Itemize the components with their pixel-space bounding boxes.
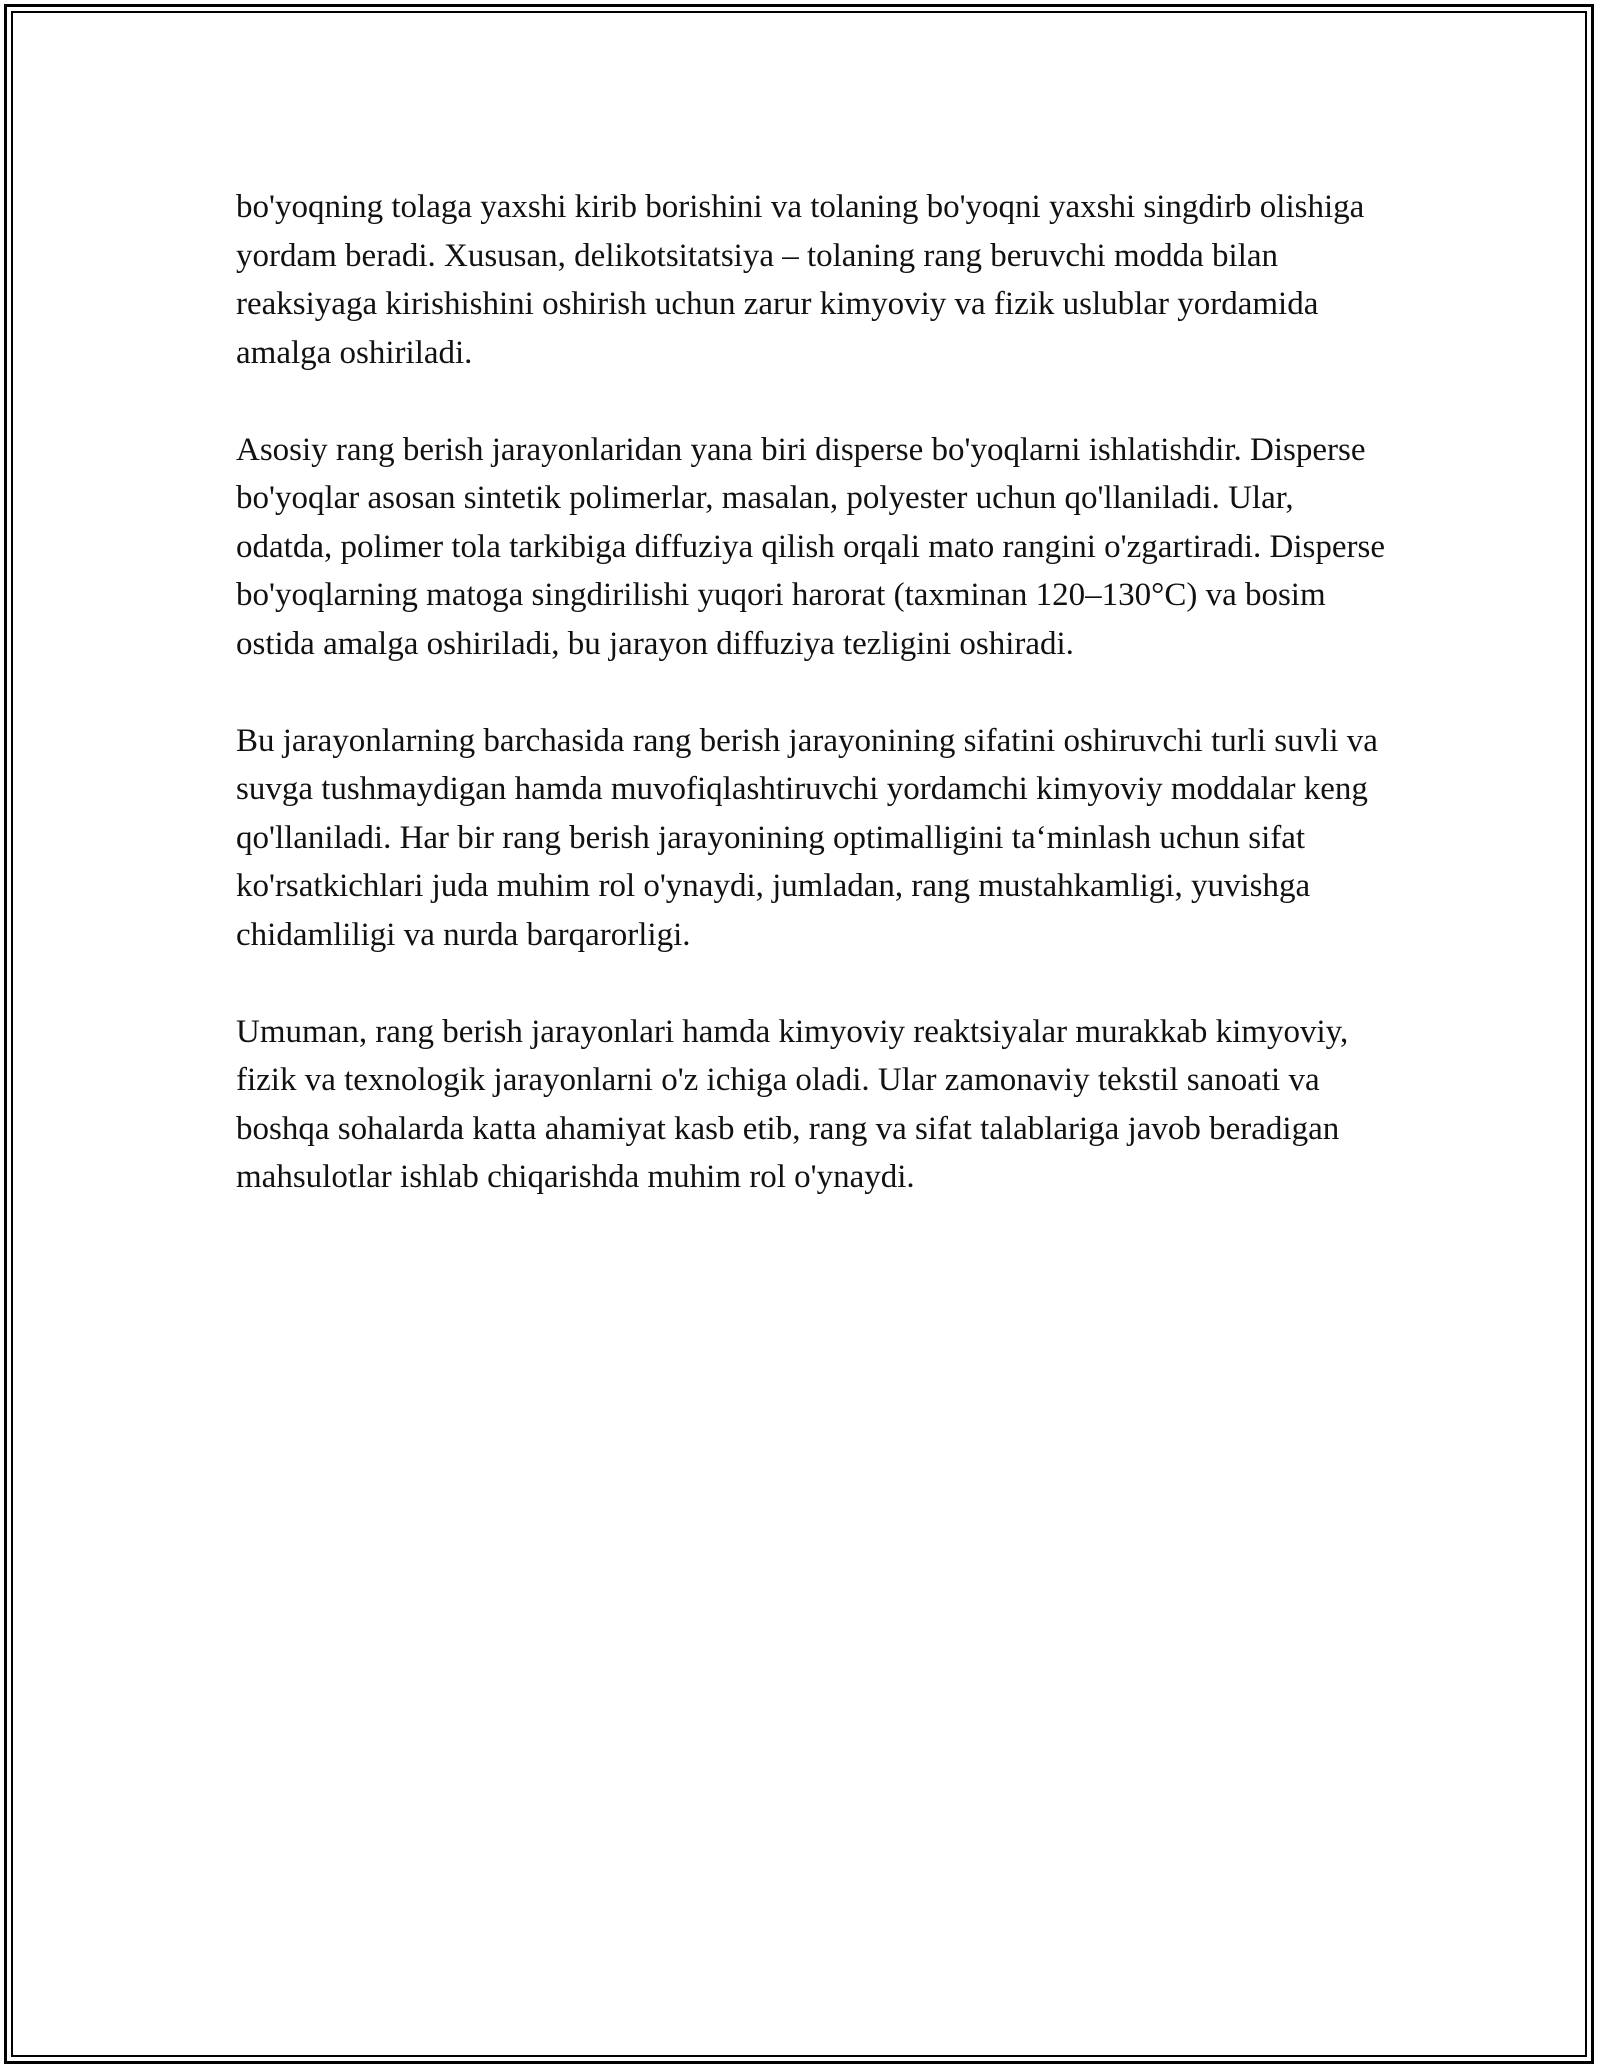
paragraph-2: Asosiy rang berish jarayonlaridan yana biri disperse bo'yoqlarni ishlatishdir. Disperse bo'yoqlar asosan sintetik polimerlar, masalan, polyester uchun qo'llaniladi. Ular, odatda, polimer tola tarkibiga diffuziya qilish orqali mato rangini o'zgartiradi. Disperse bo'yoqlarning matoga singdirilishi yuqori harorat (taxminan 120–130°C) va bosim ostida amalga oshiriladi, bu jarayon diffuziya tezligini oshiradi. xyxy=(236,431,1386,662)
paragraph-1: bo'yoqning tolaga yaxshi kirib borishini va tolaning bo'yoqni yaxshi singdirb olishiga yordam beradi. Xususan, delikotsitatsiya – tolaning rang beruvchi modda bilan reaksiyaga kirishishini oshirish uchun zarur kimyoviy va fizik uslublar yordamida amalga oshiriladi. xyxy=(236,189,1365,371)
paragraph-3: Bu jarayonlarning barchasida rang berish jarayonining sifatini oshiruvchi turli suvli va suvga tushmaydigan hamda muvofiqlashtiruvchi yordamchi kimyoviy moddalar keng qo'llaniladi. Har bir rang berish jarayonining optimalligini ta‘minlash uchun sifat ko'rsatkichlari juda muhim rol o'ynaydi, jumladan, rang mustahkamligi, yuvishga chidamliligi va nurda barqarorligi. xyxy=(236,722,1378,953)
document-body xyxy=(236,183,1386,1250)
paragraph-4: Umuman, rang berish jarayonlari hamda kimyoviy reaktsiyalar murakkab kimyoviy, fizik va texnologik jarayonlarni o'z ichiga oladi. Ular zamonaviy tekstil sanoati va boshqa sohalarda katta ahamiyat kasb etib, rang va sifat talablariga javob beradigan mahsulotlar ishlab chiqarishda muhim rol o'ynaydi. xyxy=(236,1013,1349,1195)
